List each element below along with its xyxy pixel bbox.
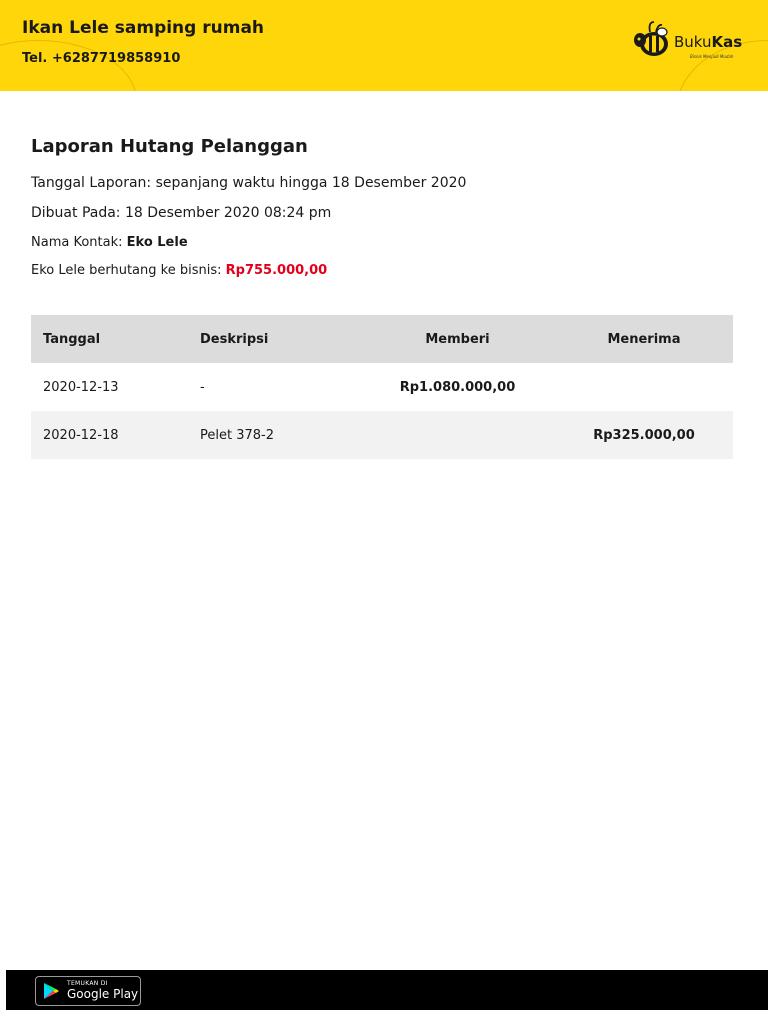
table-header-row [31, 315, 733, 363]
debt-label: Eko Lele berhutang ke bisnis: [31, 263, 222, 278]
google-play-badge[interactable] [35, 976, 141, 1006]
table-row [31, 411, 733, 459]
row-receive-amount: Rp325.000,00 [555, 411, 733, 459]
transactions-table [31, 315, 733, 459]
col-header-give: Memberi [360, 315, 555, 363]
report-header [0, 0, 768, 91]
report-footer [6, 970, 768, 1010]
row-receive-amount [555, 363, 733, 411]
row-date: 2020-12-13 [43, 379, 119, 395]
business-name: Ikan Lele samping rumah [22, 18, 265, 38]
col-header-receive: Menerima [555, 315, 733, 363]
google-play-icon [42, 982, 60, 1000]
bee-icon [632, 20, 672, 60]
report-created-at: Dibuat Pada: 18 Desember 2020 08:24 pm [31, 205, 332, 221]
business-phone: Tel. +6287719858910 [22, 51, 181, 66]
report-date: Tanggal Laporan: sepanjang waktu hingga 18 Desember 2020 [31, 175, 467, 191]
badge-store-name: Google Play [67, 987, 139, 1001]
row-date: 2020-12-18 [31, 411, 188, 459]
row-description: - [200, 379, 205, 395]
table-row [31, 363, 733, 411]
debt-amount: Rp755.000,00 [225, 263, 328, 278]
contact-line [31, 235, 188, 250]
report-title: Laporan Hutang Pelanggan [31, 136, 308, 157]
logo-wordmark: BukuKas [674, 33, 743, 51]
col-header-date: Tanggal [31, 315, 188, 363]
bukukas-logo [632, 20, 752, 64]
logo-tagline: Bisnis Menjadi Mudah [690, 54, 734, 59]
contact-name: Eko Lele [126, 235, 188, 250]
badge-caption: TEMUKAN DI [67, 980, 108, 987]
row-give-amount [360, 411, 555, 459]
debt-line [31, 263, 327, 278]
contact-label: Nama Kontak: [31, 235, 127, 250]
row-give-amount: Rp1.080.000,00 [399, 379, 516, 395]
row-description: Pelet 378-2 [188, 411, 360, 459]
col-header-description: Deskripsi [188, 315, 360, 363]
